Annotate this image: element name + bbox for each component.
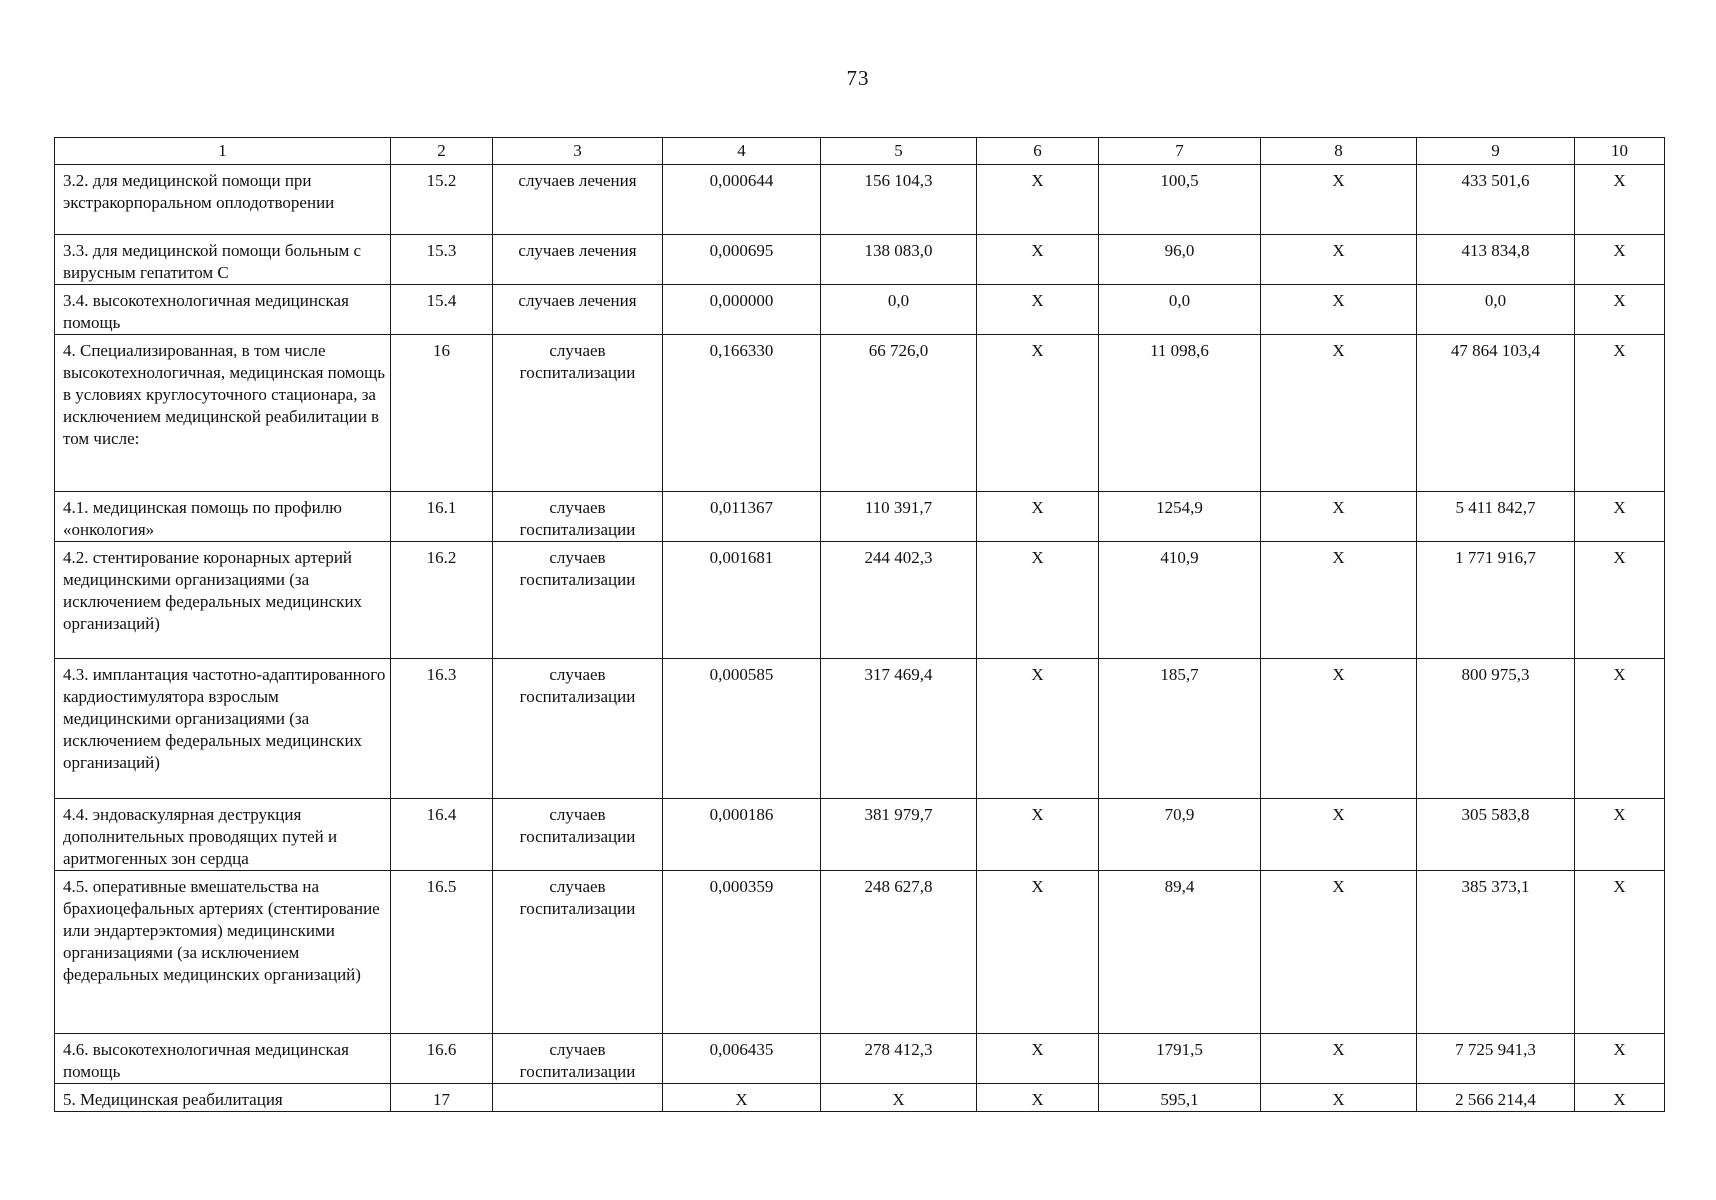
row-code: 15.3 xyxy=(391,235,493,285)
cell-col9: 433 501,6 xyxy=(1417,165,1575,235)
cell-col8: Х xyxy=(1261,1084,1417,1112)
cell-col10: Х xyxy=(1575,659,1665,799)
cell-col6: Х xyxy=(977,659,1099,799)
cell-col6: Х xyxy=(977,542,1099,659)
column-header: 7 xyxy=(1099,138,1261,165)
row-code: 15.4 xyxy=(391,285,493,335)
cell-col6: Х xyxy=(977,1084,1099,1112)
row-unit xyxy=(493,1084,663,1112)
table-row xyxy=(55,492,1665,542)
table-row xyxy=(55,1084,1665,1112)
cell-col5: 138 083,0 xyxy=(821,235,977,285)
cell-col7: 70,9 xyxy=(1099,799,1261,871)
cell-col4: 0,000186 xyxy=(663,799,821,871)
cell-col4: 0,001681 xyxy=(663,542,821,659)
cell-col9: 305 583,8 xyxy=(1417,799,1575,871)
cell-col10: Х xyxy=(1575,799,1665,871)
cell-col5: 66 726,0 xyxy=(821,335,977,492)
cell-col9: 2 566 214,4 xyxy=(1417,1084,1575,1112)
table-row xyxy=(55,542,1665,659)
table-row xyxy=(55,335,1665,492)
cell-col10: Х xyxy=(1575,335,1665,492)
cell-col9: 47 864 103,4 xyxy=(1417,335,1575,492)
cell-col7: 89,4 xyxy=(1099,871,1261,1034)
row-name: 5. Медицинская реабилитация xyxy=(55,1084,391,1112)
row-name: 3.4. высокотехнологичная медицинская помощь xyxy=(55,285,391,335)
cell-col5: 248 627,8 xyxy=(821,871,977,1034)
row-name: 4.6. высокотехнологичная медицинская помощь xyxy=(55,1034,391,1084)
cell-col6: Х xyxy=(977,492,1099,542)
cell-col7: 0,0 xyxy=(1099,285,1261,335)
cell-col9: 0,0 xyxy=(1417,285,1575,335)
cell-col10: Х xyxy=(1575,492,1665,542)
row-name: 4.5. оперативные вмешательства на брахиоцефальных артериях (стентирование или эндартерэктомия) медицинскими организациями (за исключением федеральных медицинских организаций) xyxy=(55,871,391,1034)
cell-col5: 278 412,3 xyxy=(821,1034,977,1084)
table-row xyxy=(55,165,1665,235)
cell-col6: Х xyxy=(977,165,1099,235)
row-unit: случаев госпитализации xyxy=(493,335,663,492)
cell-col4: 0,006435 xyxy=(663,1034,821,1084)
cell-col10: Х xyxy=(1575,1034,1665,1084)
column-header: 5 xyxy=(821,138,977,165)
cell-col6: Х xyxy=(977,799,1099,871)
row-code: 16.4 xyxy=(391,799,493,871)
cell-col8: Х xyxy=(1261,335,1417,492)
cell-col7: 185,7 xyxy=(1099,659,1261,799)
row-code: 16.6 xyxy=(391,1034,493,1084)
cell-col6: Х xyxy=(977,871,1099,1034)
cell-col4: 0,000585 xyxy=(663,659,821,799)
cell-col6: Х xyxy=(977,335,1099,492)
table-row xyxy=(55,1034,1665,1084)
row-name: 4.3. имплантация частотно-адаптированного кардиостимулятора взрослым медицинскими организациями (за исключением федеральных медицинских организаций) xyxy=(55,659,391,799)
column-header: 6 xyxy=(977,138,1099,165)
row-code: 16.3 xyxy=(391,659,493,799)
cell-col4: 0,000695 xyxy=(663,235,821,285)
cell-col8: Х xyxy=(1261,799,1417,871)
table-row xyxy=(55,285,1665,335)
row-unit: случаев лечения xyxy=(493,165,663,235)
column-header: 10 xyxy=(1575,138,1665,165)
row-unit: случаев лечения xyxy=(493,235,663,285)
row-unit: случаев госпитализации xyxy=(493,659,663,799)
cell-col7: 410,9 xyxy=(1099,542,1261,659)
cell-col9: 385 373,1 xyxy=(1417,871,1575,1034)
cell-col10: Х xyxy=(1575,1084,1665,1112)
cell-col8: Х xyxy=(1261,165,1417,235)
page-number: 73 xyxy=(846,66,870,90)
column-header: 1 xyxy=(55,138,391,165)
cell-col7: 1254,9 xyxy=(1099,492,1261,542)
row-unit: случаев госпитализации xyxy=(493,1034,663,1084)
cell-col8: Х xyxy=(1261,659,1417,799)
cell-col8: Х xyxy=(1261,871,1417,1034)
cell-col4: 0,166330 xyxy=(663,335,821,492)
row-code: 15.2 xyxy=(391,165,493,235)
cell-col4: Х xyxy=(663,1084,821,1112)
row-name: 4. Специализированная, в том числе высокотехнологичная, медицинская помощь в условиях круглосуточного стационара, за исключением медицинской реабилитации в том числе: xyxy=(55,335,391,492)
row-name: 4.1. медицинская помощь по профилю «онкология» xyxy=(55,492,391,542)
cell-col9: 5 411 842,7 xyxy=(1417,492,1575,542)
cell-col8: Х xyxy=(1261,235,1417,285)
row-name: 4.4. эндоваскулярная деструкция дополнительных проводящих путей и аритмогенных зон сердца xyxy=(55,799,391,871)
cell-col8: Х xyxy=(1261,1034,1417,1084)
cell-col5: 381 979,7 xyxy=(821,799,977,871)
cell-col6: Х xyxy=(977,285,1099,335)
cell-col10: Х xyxy=(1575,285,1665,335)
row-unit: случаев госпитализации xyxy=(493,492,663,542)
cell-col8: Х xyxy=(1261,492,1417,542)
row-unit: случаев госпитализации xyxy=(493,871,663,1034)
table-row xyxy=(55,799,1665,871)
row-name: 3.3. для медицинской помощи больным с вирусным гепатитом С xyxy=(55,235,391,285)
cell-col10: Х xyxy=(1575,235,1665,285)
row-unit: случаев лечения xyxy=(493,285,663,335)
row-unit: случаев госпитализации xyxy=(493,799,663,871)
table-row xyxy=(55,871,1665,1034)
cell-col7: 100,5 xyxy=(1099,165,1261,235)
row-unit: случаев госпитализации xyxy=(493,542,663,659)
cell-col7: 96,0 xyxy=(1099,235,1261,285)
row-code: 16.1 xyxy=(391,492,493,542)
cell-col4: 0,011367 xyxy=(663,492,821,542)
table-row xyxy=(55,659,1665,799)
cell-col9: 800 975,3 xyxy=(1417,659,1575,799)
cell-col6: Х xyxy=(977,1034,1099,1084)
cell-col5: Х xyxy=(821,1084,977,1112)
row-code: 16.5 xyxy=(391,871,493,1034)
cell-col5: 317 469,4 xyxy=(821,659,977,799)
cell-col9: 7 725 941,3 xyxy=(1417,1034,1575,1084)
column-header: 9 xyxy=(1417,138,1575,165)
data-table xyxy=(54,137,1665,1112)
column-header: 4 xyxy=(663,138,821,165)
cell-col9: 1 771 916,7 xyxy=(1417,542,1575,659)
cell-col4: 0,000359 xyxy=(663,871,821,1034)
cell-col4: 0,000000 xyxy=(663,285,821,335)
row-code: 17 xyxy=(391,1084,493,1112)
cell-col8: Х xyxy=(1261,285,1417,335)
table-row xyxy=(55,235,1665,285)
cell-col7: 11 098,6 xyxy=(1099,335,1261,492)
row-name: 4.2. стентирование коронарных артерий медицинскими организациями (за исключением федеральных медицинских организаций) xyxy=(55,542,391,659)
cell-col6: Х xyxy=(977,235,1099,285)
row-code: 16.2 xyxy=(391,542,493,659)
cell-col10: Х xyxy=(1575,165,1665,235)
row-code: 16 xyxy=(391,335,493,492)
column-header: 2 xyxy=(391,138,493,165)
cell-col10: Х xyxy=(1575,871,1665,1034)
cell-col5: 244 402,3 xyxy=(821,542,977,659)
cell-col8: Х xyxy=(1261,542,1417,659)
cell-col7: 1791,5 xyxy=(1099,1034,1261,1084)
table-header-row xyxy=(55,138,1665,165)
cell-col5: 110 391,7 xyxy=(821,492,977,542)
row-name: 3.2. для медицинской помощи при экстракорпоральном оплодотворении xyxy=(55,165,391,235)
cell-col5: 0,0 xyxy=(821,285,977,335)
column-header: 8 xyxy=(1261,138,1417,165)
cell-col4: 0,000644 xyxy=(663,165,821,235)
cell-col10: Х xyxy=(1575,542,1665,659)
cell-col9: 413 834,8 xyxy=(1417,235,1575,285)
cell-col7: 595,1 xyxy=(1099,1084,1261,1112)
column-header: 3 xyxy=(493,138,663,165)
cell-col5: 156 104,3 xyxy=(821,165,977,235)
